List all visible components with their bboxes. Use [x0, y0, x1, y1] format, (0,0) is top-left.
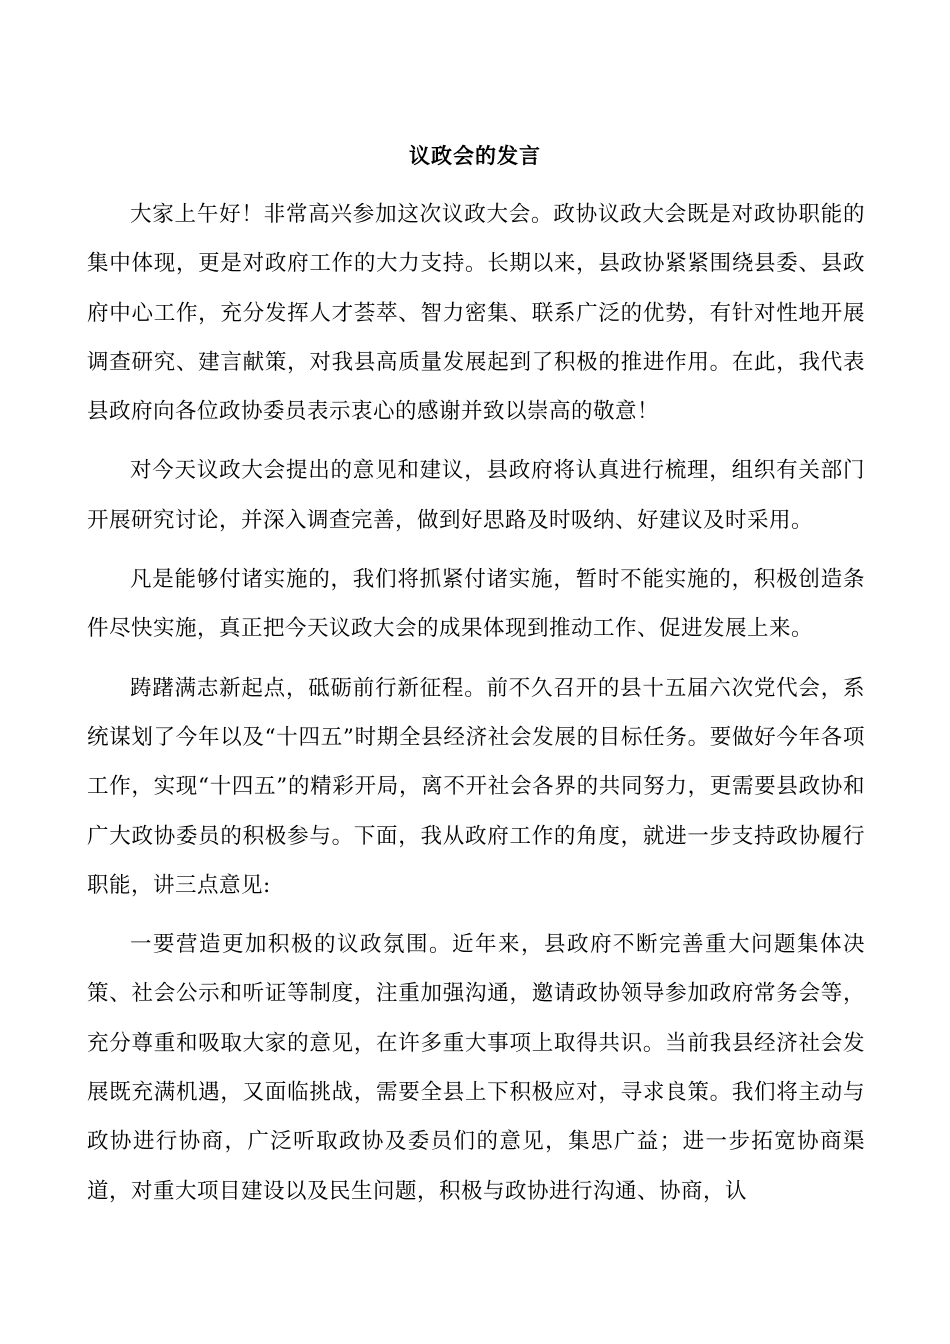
paragraph-1: 大家上午好！非常高兴参加这次议政大会。政协议政大会既是对政协职能的集中体现，更是对政府工作的大力支持。长期以来，县政协紧紧围绕县委、县政府中心工作，充分发挥人才荟萃、智力密集、联系广泛的优势，有针对性地开展调查研究、建言献策，对我县高质量发展起到了积极的推进作用。在此，我代表县政府向各位政协委员表示衷心的感谢并致以崇高的敬意！ — [87, 202, 865, 425]
document-body — [87, 190, 865, 1226]
paragraph-2: 对今天议政大会提出的意见和建议，县政府将认真进行梳理，组织有关部门开展研究讨论，并深入调查完善，做到好思路及时吸纳、好建议及时采用。 — [87, 458, 865, 533]
paragraph-3: 凡是能够付诸实施的，我们将抓紧付诸实施，暂时不能实施的，积极创造条件尽快实施，真正把今天议政大会的成果体现到推动工作、促进发展上来。 — [87, 567, 865, 642]
document-title: 议政会的发言 — [409, 144, 541, 168]
paragraph-5: 一要营造更加积极的议政氛围。近年来，县政府不断完善重大问题集体决策、社会公示和听证等制度，注重加强沟通，邀请政协领导参加政府常务会等，充分尊重和吸取大家的意见，在许多重大事项上取得共识。当前我县经济社会发展既充满机遇，又面临挑战，需要全县上下积极应对，寻求良策。我们将主动与政协进行协商，广泛听取政协及委员们的意见，集思广益；进一步拓宽协商渠道，对重大项目建设以及民生问题，积极与政协进行沟通、协商，认 — [87, 932, 865, 1204]
paragraph-4: 踌躇满志新起点，砥砺前行新征程。前不久召开的县十五届六次党代会，系统谋划了今年以及“十四五”时期全县经济社会发展的目标任务。要做好今年各项工作，实现“十四五”的精彩开局，离不开社会各界的共同努力，更需要县政协和广大政协委员的积极参与。下面，我从政府工作的角度，就进一步支持政协履行职能，讲三点意见: — [87, 675, 865, 898]
